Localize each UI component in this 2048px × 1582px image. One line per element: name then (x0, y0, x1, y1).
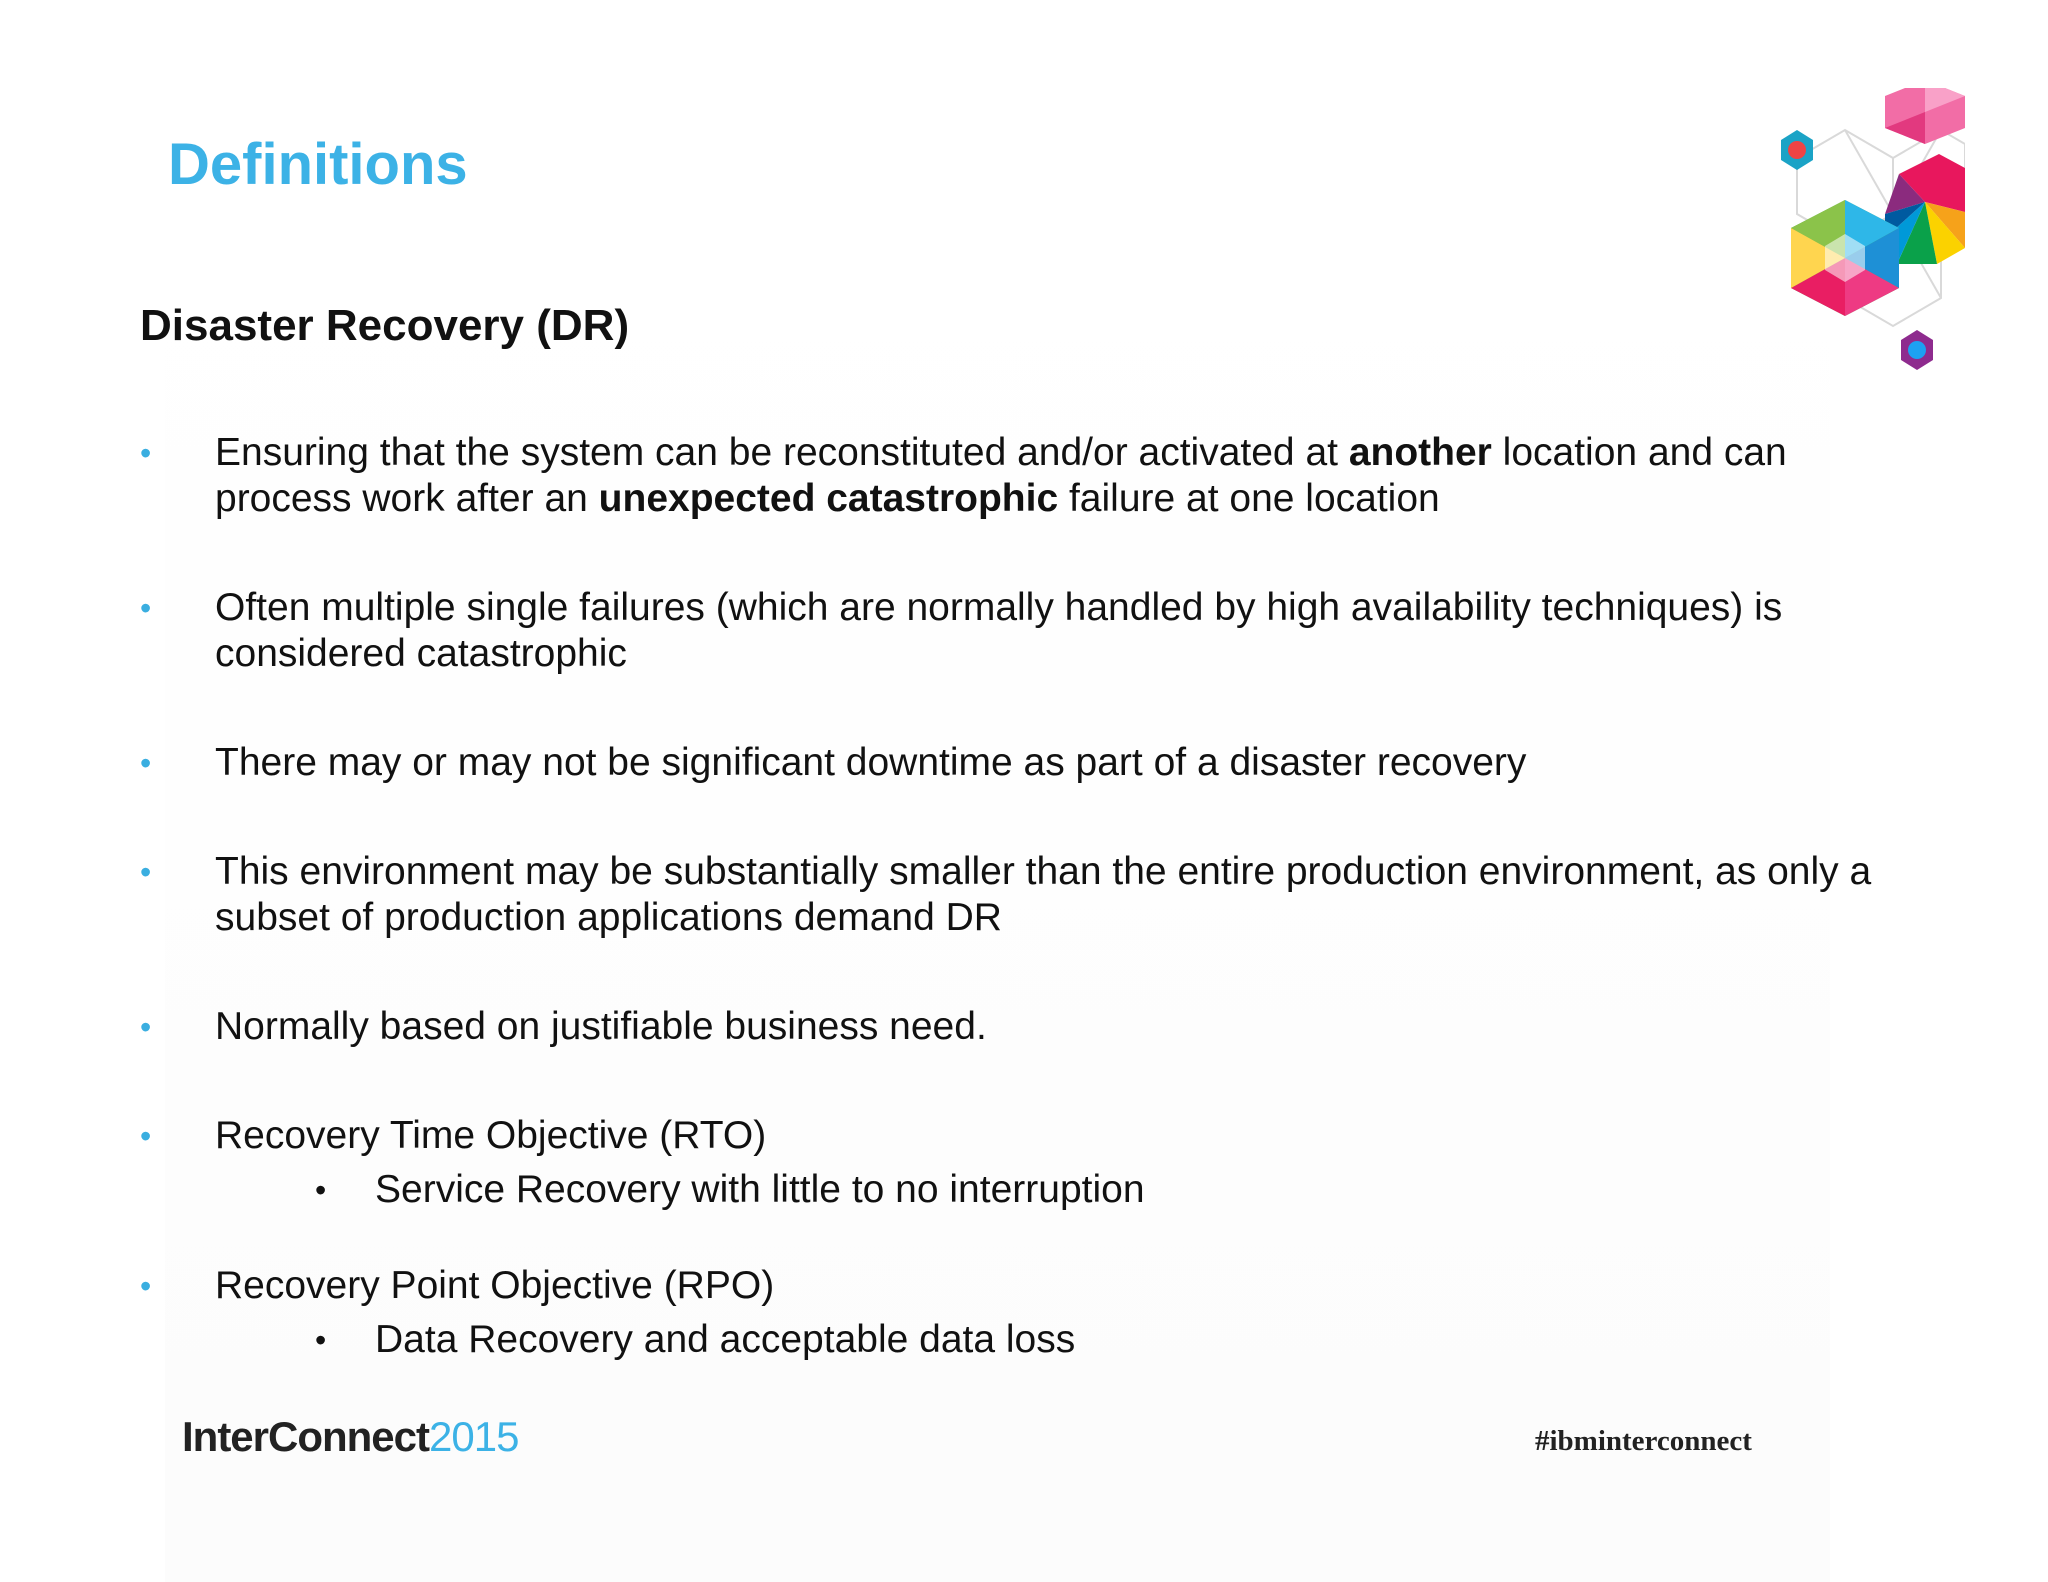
bullet-item (140, 585, 1880, 677)
bullet-text: Often multiple single failures (which are normally handled by high availability techniques) is considered catastrophic (215, 586, 1783, 675)
interconnect-logo (182, 1413, 519, 1460)
footer-brand: InterConnect (182, 1413, 430, 1460)
sub-bullet-item (215, 1317, 1880, 1363)
footer-hashtag: #ibminterconnect (1535, 1425, 1752, 1457)
bullet-icon: • (140, 1118, 152, 1154)
sub-bullet-item (215, 1167, 1880, 1213)
bullet-item (140, 430, 1880, 522)
bullet-icon: • (140, 745, 152, 781)
bullet-icon: • (140, 435, 152, 471)
slide-title: Definitions (168, 132, 468, 197)
bullet-item (140, 1263, 1880, 1363)
sub-bullet-icon: • (315, 1172, 327, 1208)
footer-year: 2015 (429, 1413, 519, 1460)
sub-bullet-list (215, 1167, 1880, 1213)
bullet-item (140, 1004, 1880, 1050)
sub-bullet-text: Service Recovery with little to no interruption (375, 1168, 1145, 1211)
bullet-list (140, 430, 1880, 1413)
sub-bullet-icon: • (315, 1322, 327, 1358)
bullet-text: Recovery Point Objective (RPO) (215, 1264, 775, 1307)
bullet-icon: • (140, 1268, 152, 1304)
bullet-text: Recovery Time Objective (RTO) (215, 1114, 767, 1157)
bullet-icon: • (140, 590, 152, 626)
bullet-text: This environment may be substantially smaller than the entire production environment, as only a subset of production applications demand DR (215, 850, 1872, 939)
sub-bullet-list (215, 1317, 1880, 1363)
bullet-icon: • (140, 1009, 152, 1045)
bullet-item (140, 740, 1880, 786)
bullet-item (140, 1113, 1880, 1213)
slide-subtitle: Disaster Recovery (DR) (140, 301, 630, 350)
bullet-item (140, 849, 1880, 941)
bullet-text: Normally based on justifiable business need. (215, 1005, 987, 1048)
bullet-icon: • (140, 854, 152, 890)
bullet-text: Ensuring that the system can be reconstituted and/or activated at another location and can process work after an unexpected catastrophic failure at one location (215, 431, 1787, 520)
hexagon-logo-icon (1725, 88, 1965, 384)
sub-bullet-text: Data Recovery and acceptable data loss (375, 1318, 1076, 1361)
bullet-text: There may or may not be significant downtime as part of a disaster recovery (215, 741, 1527, 784)
